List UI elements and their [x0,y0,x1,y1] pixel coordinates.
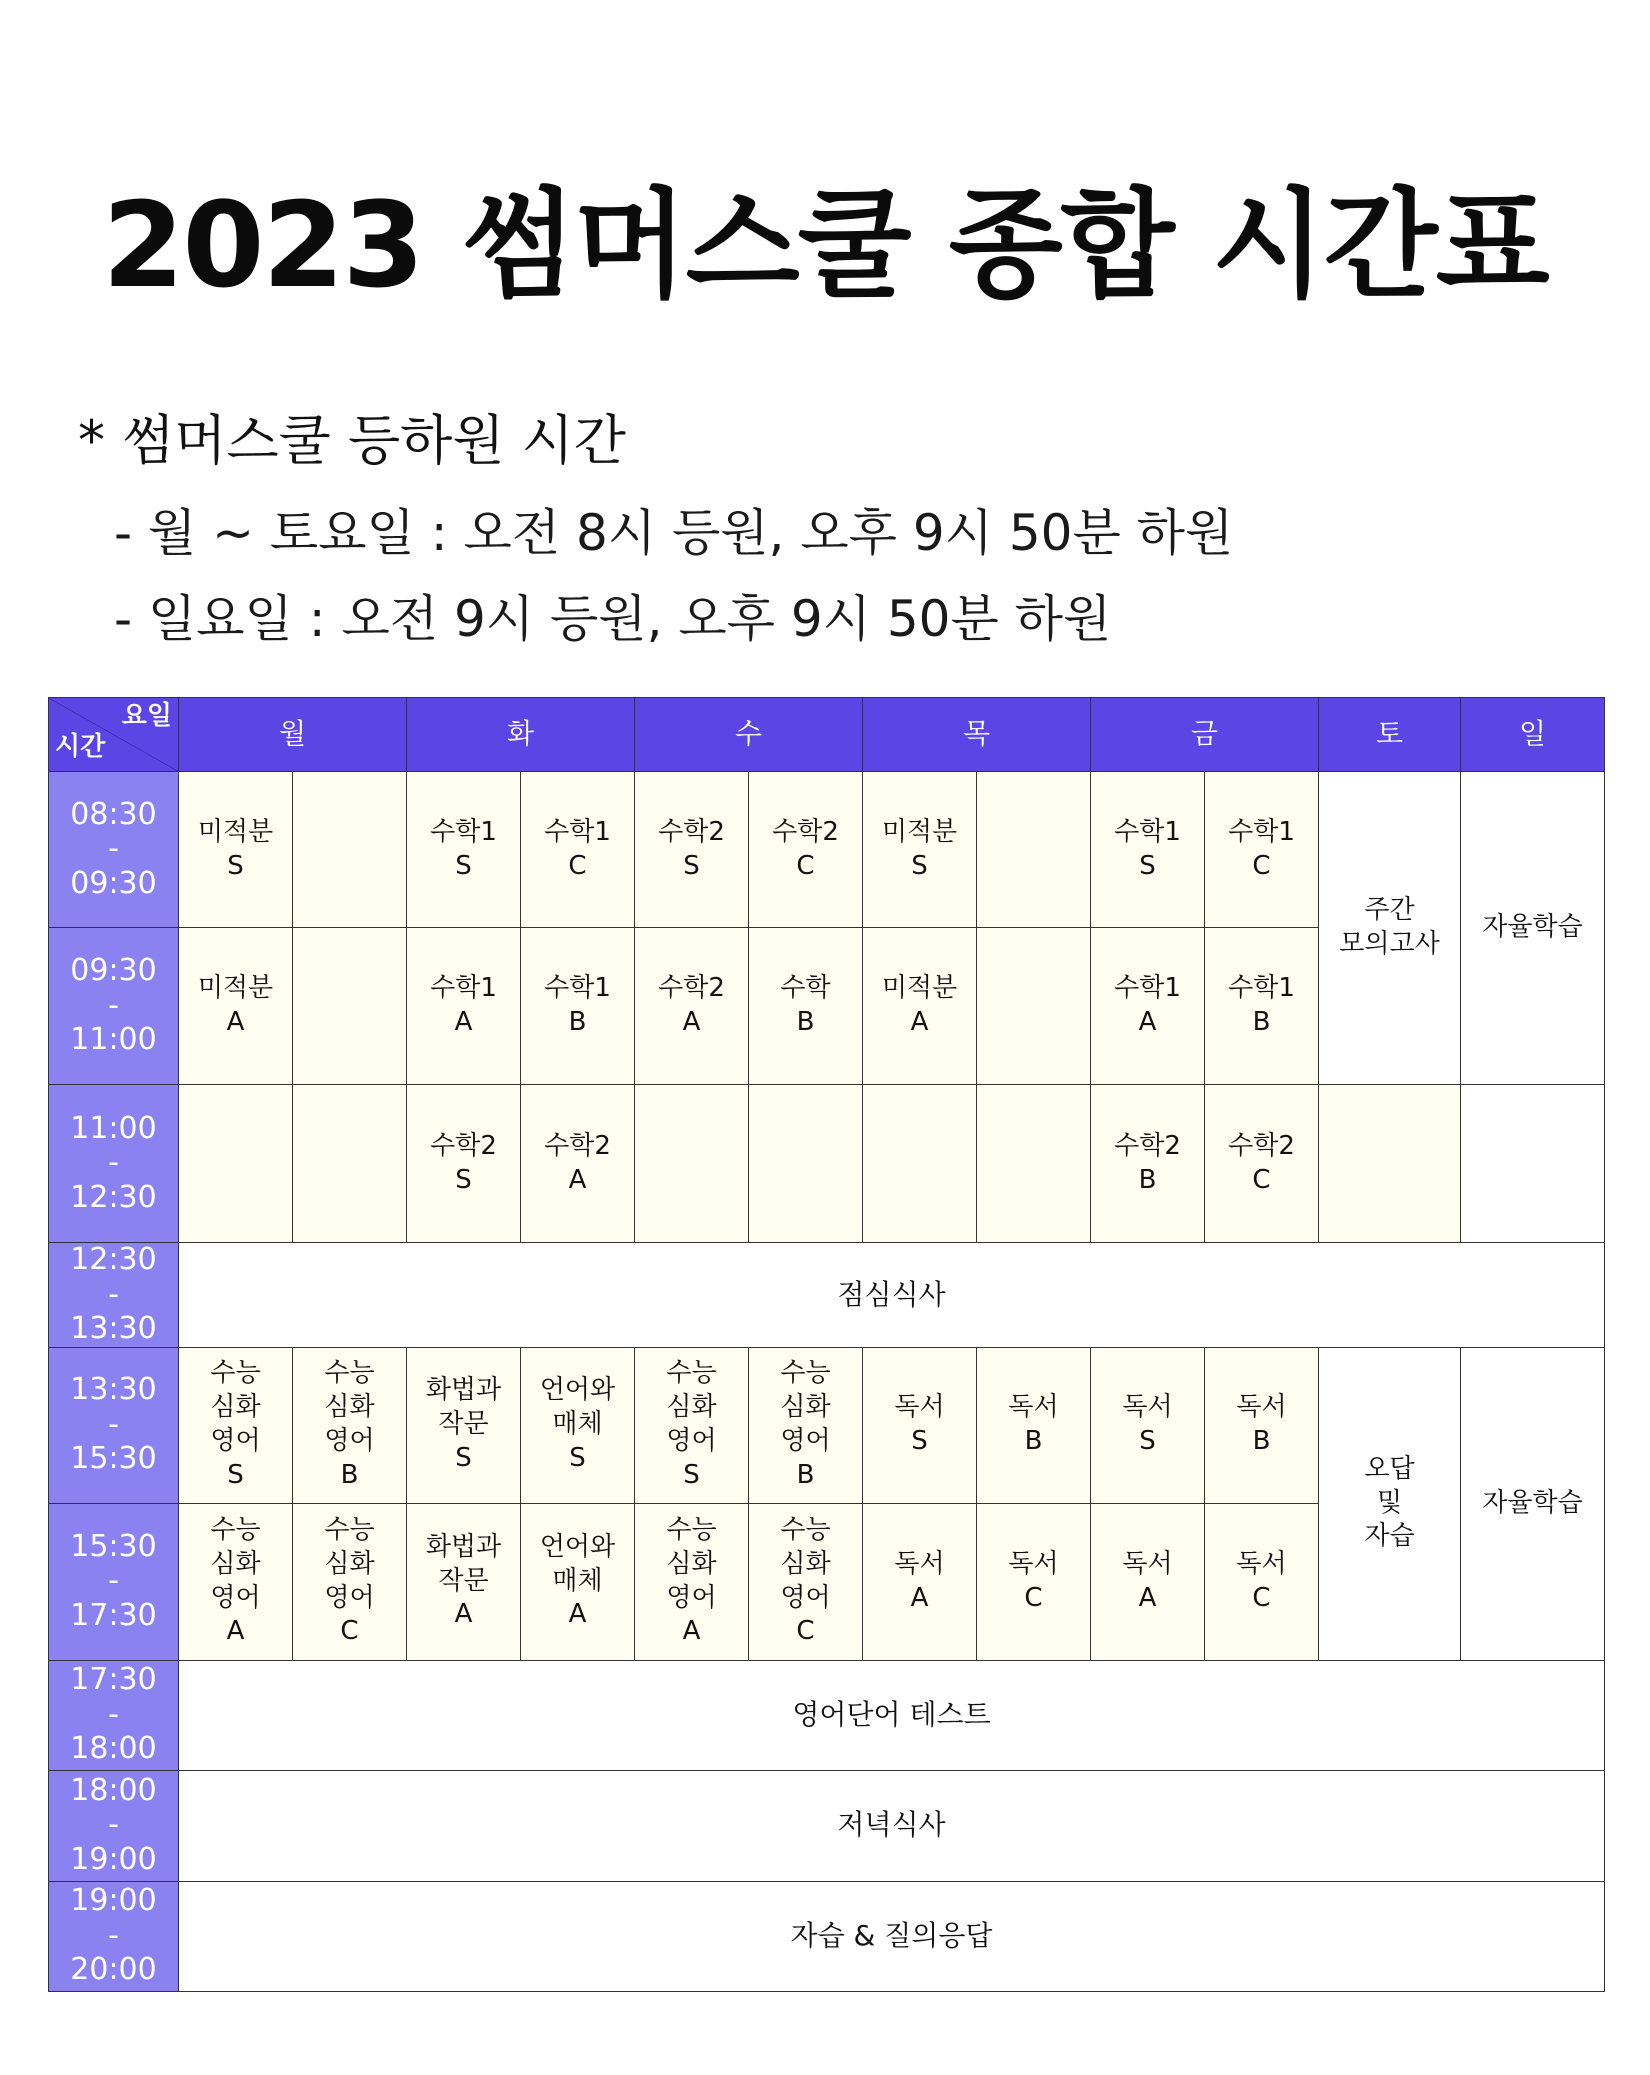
dinner-row [49,1770,1605,1881]
day-header-fri: 금 [1091,698,1319,772]
class-line: B [796,1007,815,1037]
class-line: 미적분 [881,973,958,1004]
class-line: 수학 [780,973,831,1004]
attendance-heading: * 썸머스쿨 등하원 시간 [78,409,626,472]
class-line: 수학1 [1114,816,1181,847]
class-line: 독서 [894,1392,945,1423]
class-cell [407,772,521,928]
class-line: 수학2 [1228,1130,1295,1161]
day-header-sun: 일 [1461,698,1605,772]
day-header-tue: 화 [407,698,635,772]
class-line: 심화 [666,1548,717,1579]
class-line: B [1138,1164,1157,1195]
class-cell [635,928,749,1085]
evening-row [49,1881,1605,1991]
class-line: 수학1 [430,816,497,847]
class-line: 매체 [552,1409,603,1440]
class-line: 작문 [438,1409,489,1440]
class-line: 영어 [666,1582,717,1613]
class-line: 미적분 [197,816,274,847]
class-line: A [1138,1582,1157,1613]
time-slot: 17:30 - 18:00 [49,1660,179,1770]
class-line: B [796,1459,815,1490]
class-line: 독서 [1008,1548,1059,1579]
class-line: 수능 [666,1514,717,1545]
class-line: A [1138,1007,1157,1037]
class-cell [407,928,521,1085]
class-cell [1205,1347,1319,1503]
page-title: 2023 썸머스쿨 종합 시간표 [102,176,1548,314]
class-line: S [683,850,700,881]
evening-study-cell: 자습 & 질의응답 [179,1881,1605,1991]
class-cell [179,1347,293,1503]
dinner-cell: 저녁식사 [179,1770,1605,1881]
class-cell [293,1503,407,1660]
class-cell [521,772,635,928]
class-line: 수능 [210,1358,261,1389]
class-cell [863,928,977,1085]
class-line: 수능 [210,1514,261,1545]
class-cell [521,928,635,1085]
class-line: S [455,850,472,881]
class-line: S [455,1442,472,1473]
time-slot: 11:00 - 12:30 [49,1085,179,1243]
class-cell [977,1503,1091,1660]
class-line: 영어 [666,1426,717,1456]
class-line: C [1252,1164,1271,1195]
class-line: 언어와 [539,1375,616,1406]
day-header-thu: 목 [863,698,1091,772]
vocab-row [49,1660,1605,1770]
class-cell [521,1347,635,1503]
class-cell [293,772,407,928]
time-slot: 12:30 - 13:30 [49,1243,179,1348]
class-line: A [682,1616,701,1647]
class-cell [635,1503,749,1660]
class-line: B [1024,1426,1043,1456]
class-line: 수학2 [544,1130,611,1161]
class-line: 독서 [894,1548,945,1579]
class-cell [179,1085,293,1243]
class-line: B [340,1459,359,1490]
sat-afternoon-cell: 오답 및 자습 [1319,1347,1461,1660]
class-line: A [910,1007,929,1037]
class-line: 수학1 [1114,973,1181,1004]
class-cell [179,772,293,928]
class-line: 심화 [666,1392,717,1423]
lunch-row [49,1243,1605,1348]
class-line: S [569,1442,586,1473]
class-cell [977,1085,1091,1243]
class-line: 화법과 [425,1375,502,1406]
sat-empty-cell [1319,1085,1461,1243]
time-slot: 18:00 - 19:00 [49,1770,179,1881]
class-line: S [911,1426,928,1456]
class-line: B [568,1007,587,1037]
class-line: A [454,1599,473,1630]
class-cell [863,772,977,928]
time-slot: 15:30 - 17:30 [49,1503,179,1660]
sun-morning-cell: 자율학습 [1461,772,1605,1085]
class-line: C [568,850,587,881]
corner-day-label: 요일 [121,701,172,731]
class-cell [635,1347,749,1503]
class-cell [635,772,749,928]
class-line: A [568,1164,587,1195]
class-line: S [911,850,928,881]
weekday-hours: - 월 ~ 토요일 : 오전 8시 등원, 오후 9시 50분 하원 [114,504,1234,562]
class-cell [293,928,407,1085]
class-line: C [1024,1582,1043,1613]
class-cell [977,772,1091,928]
class-line: 수능 [780,1358,831,1389]
class-line: 심화 [780,1548,831,1579]
class-line: C [1252,850,1271,881]
class-line: C [796,850,815,881]
class-cell [977,1347,1091,1503]
corner-time-label: 시간 [55,732,106,763]
class-line: A [568,1599,587,1630]
class-line: 화법과 [425,1531,502,1562]
class-cell [179,1503,293,1660]
class-line: 심화 [324,1548,375,1579]
class-line: S [1139,850,1156,881]
sunday-hours: - 일요일 : 오전 9시 등원, 오후 9시 50분 하원 [114,590,1112,648]
class-line: 수능 [324,1358,375,1389]
class-cell [1205,928,1319,1085]
class-line: 영어 [210,1426,261,1456]
class-line: C [796,1616,815,1647]
class-line: 수학2 [1114,1130,1181,1161]
class-cell [407,1347,521,1503]
class-cell [1091,1347,1205,1503]
time-slot: 08:30 - 09:30 [49,772,179,928]
class-cell [1091,1085,1205,1243]
class-cell [293,1085,407,1243]
class-line: 수학1 [1228,973,1295,1004]
class-line: 영어 [780,1582,831,1613]
day-header-wed: 수 [635,698,863,772]
class-line: 수학2 [430,1130,497,1161]
sun-afternoon-cell: 자율학습 [1461,1347,1605,1660]
class-cell [863,1347,977,1503]
class-cell [977,928,1091,1085]
day-header-mon: 월 [179,698,407,772]
class-line: 수학1 [544,973,611,1004]
class-line: 수학2 [658,973,725,1004]
class-cell [863,1085,977,1243]
vocab-test-cell: 영어단어 테스트 [179,1660,1605,1770]
class-line: B [1252,1007,1271,1037]
class-line: 수학1 [1228,816,1295,847]
class-line: S [683,1459,700,1490]
class-cell [521,1085,635,1243]
class-line: A [226,1616,245,1647]
class-line: 작문 [438,1565,489,1596]
class-line: A [910,1582,929,1613]
class-line: 독서 [1236,1548,1287,1579]
class-cell [1205,772,1319,928]
class-cell [521,1503,635,1660]
timetable [48,697,1605,1992]
class-line: 심화 [210,1548,261,1579]
class-cell [1205,1085,1319,1243]
class-cell [179,928,293,1085]
class-line: 영어 [210,1582,261,1613]
class-line: 심화 [780,1392,831,1423]
class-line: 독서 [1122,1392,1173,1423]
class-line: 독서 [1008,1392,1059,1423]
class-cell [749,1347,863,1503]
sun-empty-cell [1461,1085,1605,1243]
class-cell [1091,928,1205,1085]
time-slot: 13:30 - 15:30 [49,1347,179,1503]
lunch-cell: 점심식사 [179,1243,1605,1348]
day-header-sat: 토 [1319,698,1461,772]
class-cell [1205,1503,1319,1660]
class-line: 수능 [780,1514,831,1545]
class-line: S [227,1459,244,1490]
class-line: C [1252,1582,1271,1613]
class-line: A [454,1007,473,1037]
header-row [49,698,1605,772]
class-cell [1091,1503,1205,1660]
class-line: 영어 [324,1582,375,1613]
class-line: 미적분 [881,816,958,847]
time-slot: 09:30 - 11:00 [49,928,179,1085]
class-line: 독서 [1236,1392,1287,1423]
class-cell [749,928,863,1085]
class-line: B [1252,1426,1271,1456]
class-line: 심화 [324,1392,375,1423]
class-line: 미적분 [197,973,274,1004]
class-cell [749,1085,863,1243]
class-cell [863,1503,977,1660]
class-cell [749,1503,863,1660]
period-row-3 [49,1085,1605,1243]
corner-header [49,698,179,772]
period-row-5 [49,1347,1605,1503]
class-line: 언어와 [539,1531,616,1562]
class-cell [293,1347,407,1503]
attendance-hours [78,398,1233,665]
class-line: S [227,850,244,881]
class-line: S [455,1164,472,1195]
class-line: 수학1 [430,973,497,1004]
period-row-1 [49,772,1605,928]
class-line: 영어 [324,1426,375,1456]
class-line: 수학1 [544,816,611,847]
class-cell [749,772,863,928]
sat-morning-cell: 주간 모의고사 [1319,772,1461,1085]
class-line: 수능 [324,1514,375,1545]
class-line: 심화 [210,1392,261,1423]
class-line: 영어 [780,1426,831,1456]
class-line: S [1139,1426,1156,1456]
class-line: A [682,1007,701,1037]
class-line: 수학2 [658,816,725,847]
class-line: 수학2 [772,816,839,847]
class-line: A [226,1007,245,1037]
class-cell [407,1503,521,1660]
class-line: 수능 [666,1358,717,1389]
class-line: C [340,1616,359,1647]
class-line: 독서 [1122,1548,1173,1579]
class-line: 매체 [552,1565,603,1596]
class-cell [635,1085,749,1243]
class-cell [407,1085,521,1243]
class-cell [1091,772,1205,928]
time-slot: 19:00 - 20:00 [49,1881,179,1991]
